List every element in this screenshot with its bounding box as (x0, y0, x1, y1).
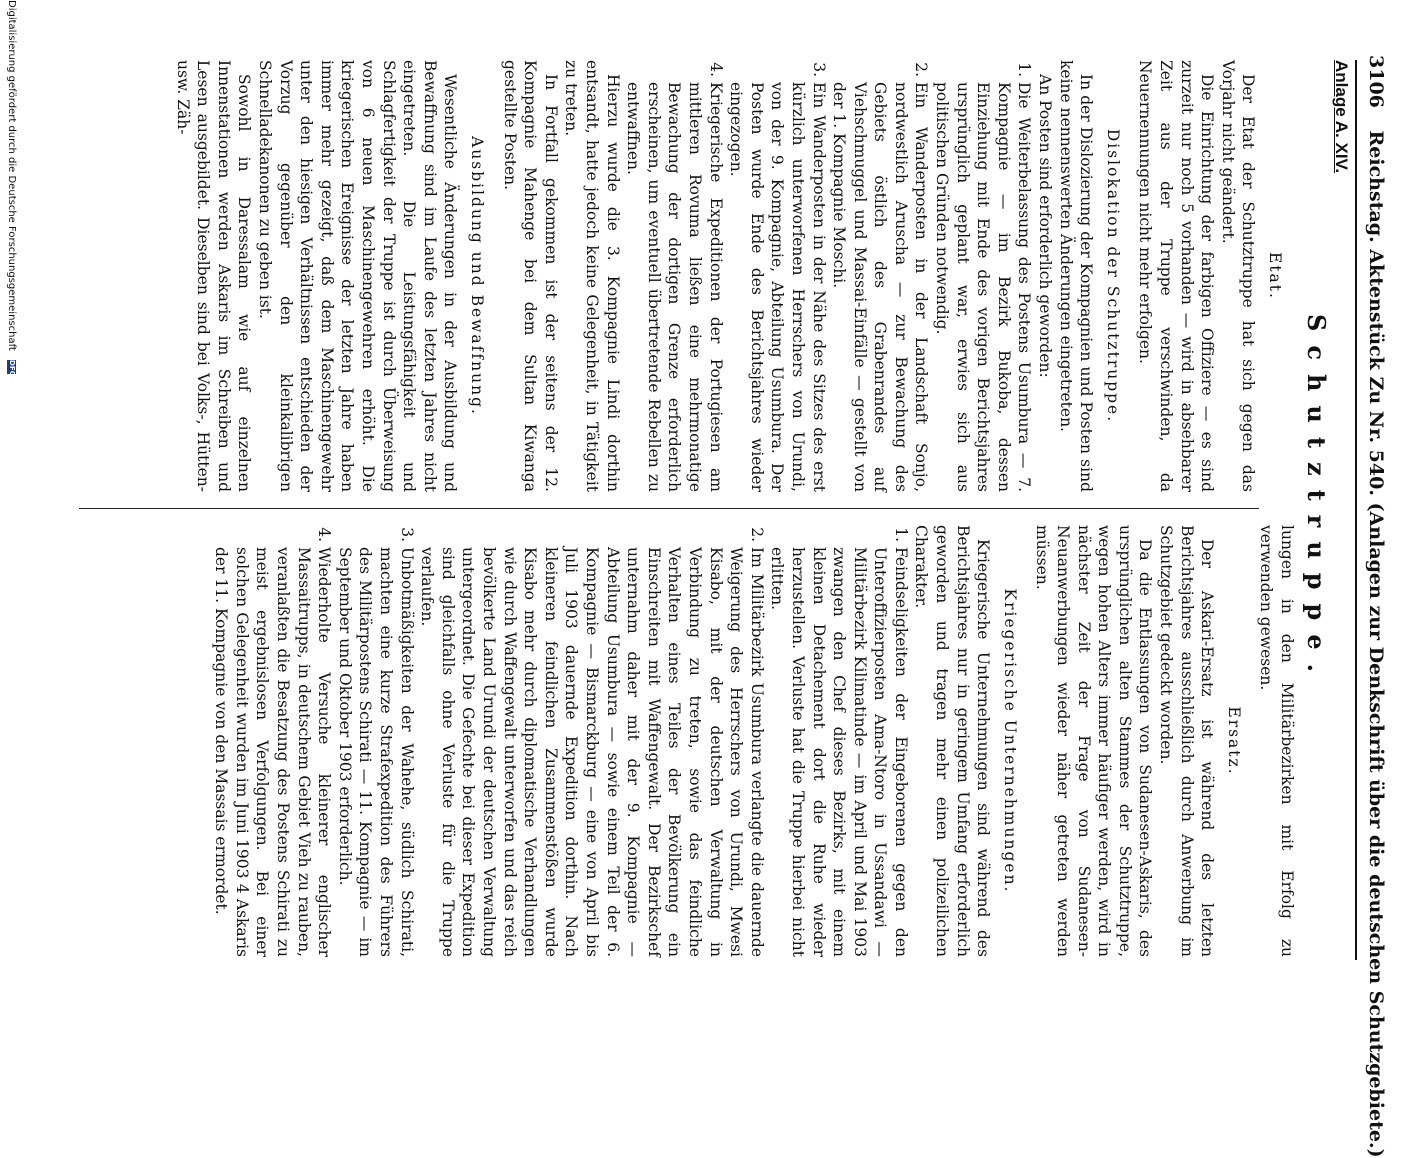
section-heading-kriegerische-unternehmungen: Kriegerische Unternehmungen. (1000, 588, 1019, 894)
section-heading-ausbildung: Ausbildung und Bewaffnung. (468, 136, 487, 416)
list-item: 1. Feindseligkeiten der Eingeborenen gegen den Unteroffizierposten Ama-Ntoro in Ussandawi — Militärbezirk Kilimatinde — im April und Mai 1903 zwangen den Chef dieses Bezirks, mit einem kleinen Detachement dort die Ruhe wieder herzustellen. Verluste hat die Truppe hierbei nicht erlitten. (767, 547, 911, 957)
paragraph: Sowohl in Daressalam wie auf einzelnen Innenstationen werden Askaris im Schreiben und Lesen ausgebildet. Dieselben sind bei Volks-, Hütten- usw. Zäh- (173, 60, 254, 492)
running-header (1365, 55, 1387, 1158)
right-column (211, 525, 1297, 957)
page-title: Schutztruppe. (1302, 314, 1331, 686)
paragraph: In Fortfall gekommen ist der seitens der 12. Kompagnie Mahenge bei dem Sultan Kiwanga gestellte Posten. (500, 60, 560, 492)
dfg-logo-icon: DFG (8, 360, 17, 377)
list-item: 3. Unbotmäßigkeiten der Wahehe, südlich Schirati, machten eine kurze Strafexpedition des Führers des Militärpostens Schirati — 11. Kompagnie — im September und Oktober 1903 erforderlich. (334, 547, 416, 957)
running-title: Reichstag. Aktenstück Zu Nr. 540. (Anlagen zur Denkschrift über die deutschen Schutzgebiete.) (1365, 130, 1387, 1158)
section-heading-etat: Etat. (1266, 252, 1284, 300)
list-item: 2. Im Militärbezirk Usumbura verlangte die dauernde Weigerung des Herrschers von Urundi, Mwesi Kisabo, mit der deutschen Verwaltung in Verbindung zu treten, sowie das feindliche Verhalten eines Teiles der Bevölkerung ein Einschreiten mit Waffengewalt. Der Bezirkschef unternahm daher mit der 9. Kompagnie — Abteilung Usumbura — sowie einem Teil der 6. Kompagnie — Bismarckburg — eine von April bis Juli 1903 dauernde Expedition dorthin. Nach kleineren feindlichen Zusammenstößen wurde Kisabo mehr durch diplomatische Verhandlungen wie durch Waffengewalt unterworfen und das reich bevölkerte Land Urundi der deutschen Verwaltung untergeordnet. Die Gefechte bei dieser Expedition sind gleichfalls ohne Verluste für die Truppe verlaufen. (417, 547, 767, 957)
column-divider (79, 508, 1259, 509)
numbered-list (623, 60, 1035, 492)
paragraph: Der Etat der Schutztruppe hat sich gegen das Vorjahr nicht geändert. (1218, 60, 1258, 492)
paragraph: An Posten sind erforderlich geworden: (1036, 74, 1055, 378)
list-item: 3. Ein Wanderposten in der Nähe des Sitzes des erst kürzlich unterworfenen Herrschers von Urundi, von der 9. Kompagnie, Abteilung Usumbura. Der Posten wurde Ende des Berichtsjahres wieder eingezogen. (726, 82, 829, 492)
paragraph-continuation: lungen in den Militärbezirken mit Erfolg zu verwenden gewesen. (1257, 525, 1296, 957)
header-rule (1355, 60, 1357, 960)
list-item: 4. Wiederholte Versuche kleinerer englischer Massaitrupps, in deutschem Gebiet Vieh zu rauben, veranlaßten die Besatzung des Postens Schirati zu meist ergebnislosen Verfolgungen. Bei einer solchen Gelegenheit wurden im Juni 1903 4 Askaris der 11. Kompagnie von den Massais ermordet. (211, 547, 335, 957)
paragraph: Der Askari-Ersatz ist während des letzten Berichtsjahres ausschließlich durch Anwerbung im Schutzgebiet gedeckt worden. (1157, 525, 1217, 957)
paragraph: Hierzu wurde die 3. Kompagnie Lindi dorthin entsandt, hatte jedoch keine Gelegenheit, in Tätigkeit zu treten. (562, 60, 622, 492)
section-heading-ersatz: Ersatz. (1224, 706, 1243, 776)
list-item: 4. Kriegerische Expeditionen der Portugiesen am mittleren Rovuma ließen eine mehrmonatige Bewachung der dortigen Grenze erforderlich erscheinen, um eventuell übertretende Rebellen zu entwaffnen. (623, 82, 726, 492)
list-item: 1. Die Weiterbelassung des Postens Usumbura — 7. Kompagnie — im Bezirk Bukoba, dessen Einziehung mit Ende des vorigen Berichtsjahres ursprünglich geplant war, erwies sich aus politischen Gründen notwendig. (932, 82, 1035, 492)
footer-text: Digitalisierung gefördert durch die Deutsche Forschungsgemeinschaft (6, 0, 17, 351)
paragraph: Wesentliche Änderungen in der Ausbildung und Bewaffnung sind im Laufe des letzten Jahres nicht eingetreten. Die Leistungsfähigkeit und Schlagfertigkeit der Truppe ist durch Überweisung von 6 neuen Maschinengewehren erhöht. Die kriegerischen Ereignisse der letzten Jahre haben immer mehr gezeigt, daß dem Maschinengewehr unter den hiesigen Verhältnissen entschieden der Vorzug gegenüber den kleinkalibrigen Schnelladekanonen zu geben ist. (256, 60, 460, 492)
paragraph: Kriegerische Unternehmungen sind während des Berichtsjahres nur in geringem Umfang erforderlich geworden und tragen mehr einen polizeilichen Charakter. (912, 525, 993, 957)
list-item: 2. Ein Wanderposten in der Landschaft Sonjo, nordwestlich Aruscha — zur Bewachung des Gebiets östlich des Grabenrandes auf Viehschmuggel und Massai-Einfälle — gestellt von der 1. Kompagnie Moschi. (829, 82, 932, 492)
paragraph: In der Dislozierung der Kompagnien und Posten sind keine nennenswerten Änderungen eingetreten. (1056, 60, 1096, 492)
section-heading-dislokation: Dislokation der Schutztruppe. (1103, 128, 1122, 424)
footer-credit (6, 0, 17, 1000)
left-column (172, 60, 1297, 492)
page-number: 3106 (1365, 55, 1387, 108)
numbered-list (211, 525, 911, 957)
annex-label: Anlage A. XIV. (1332, 60, 1351, 174)
paragraph: Da die Entlassungen von Sudanesen-Askaris, des ursprünglichen alten Stammes der Schutztruppe, wegen hohen Alters immer häufiger werden, wird in nächster Zeit der Frage von Sudanesen-Neuanwerbungen wieder näher getreten werden müssen. (1033, 525, 1155, 957)
paragraph: Die Einrichtung der farbigen Offiziere — es sind zurzeit nur noch 5 vorhanden — wird in absehbarer Zeit aus der Truppe verschwinden, da Neuernennungen nicht mehr erfolgen. (1136, 60, 1217, 492)
